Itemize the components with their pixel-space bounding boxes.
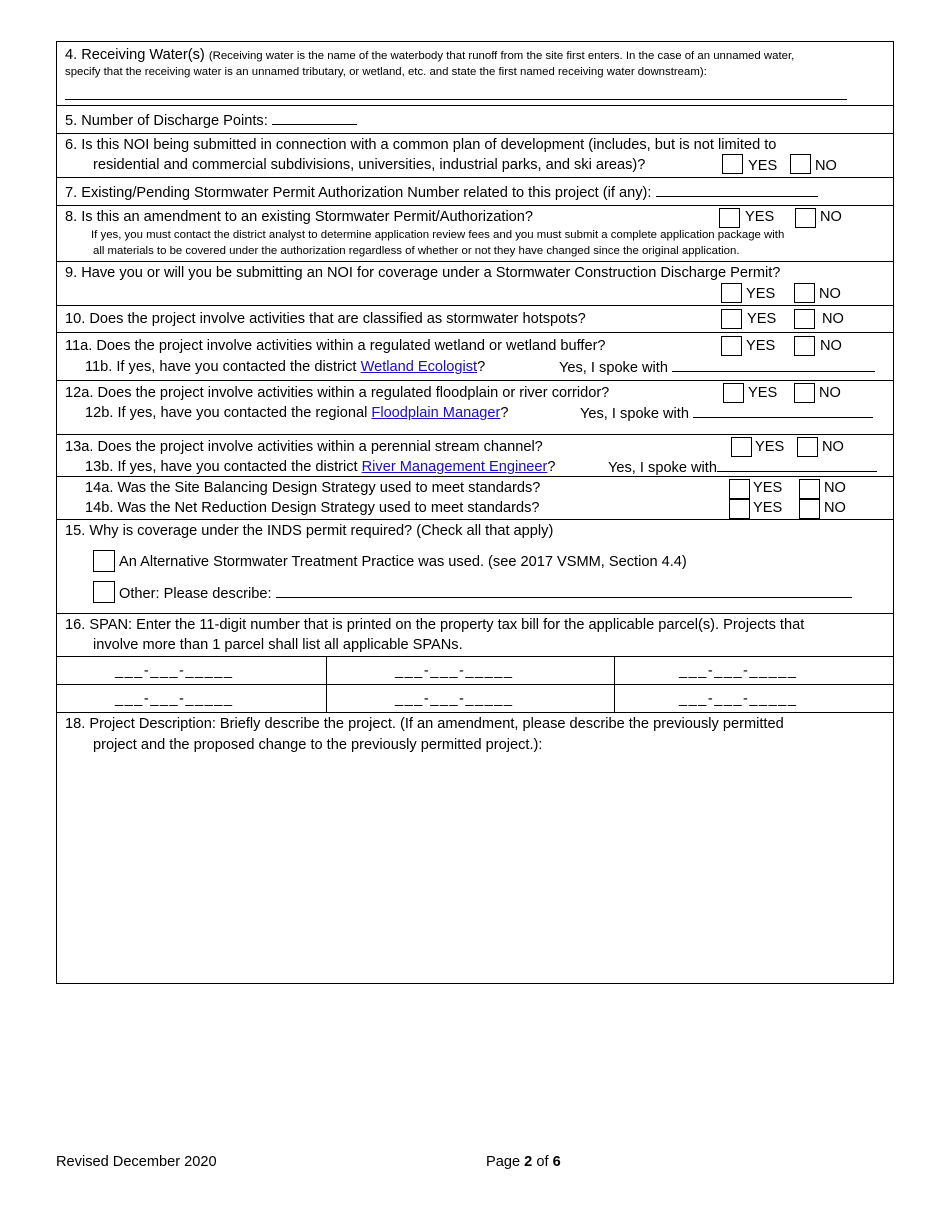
q18-line2: project and the proposed change to the previously permitted project.): [93,737,543,753]
discharge-points-input[interactable] [272,111,357,125]
q11-spoke-label: Yes, I spoke with [559,360,668,376]
span-mask: ___-___-_____ [679,691,798,707]
q11b-label: 11b. If yes, have you contacted the district [85,359,357,375]
q8-label: 8. Is this an amendment to an existing Stormwater Permit/Authorization? [65,209,534,225]
q10-yes-checkbox[interactable] [721,309,742,329]
wetland-ecologist-link[interactable]: Wetland Ecologist [360,359,478,375]
q11-yes-label: YES [746,338,776,354]
q14a-yes-label: YES [753,480,783,496]
q12-spoke-label: Yes, I spoke with [580,406,689,422]
row-receiving-water [57,42,893,106]
q11b-qmark: ? [477,359,486,375]
q14a-no-checkbox[interactable] [799,479,820,499]
q12-spoke-input[interactable] [693,404,873,418]
q8-note2: all materials to be covered under the authorization regardless of whether or not they have changed since the original application. [93,245,740,257]
q6-no-label: NO [815,158,837,174]
q13-yes-checkbox[interactable] [731,437,752,457]
span-mask: ___-___-_____ [679,663,798,679]
q6-yes-label: YES [748,158,778,174]
q12-no-label: NO [819,385,841,401]
q12b-qmark: ? [500,405,509,421]
page-total: 6 [552,1154,561,1170]
q12-no-checkbox[interactable] [794,383,815,403]
q14a-yes-checkbox[interactable] [729,479,750,499]
span-row-1 [57,657,893,685]
q13-yes-label: YES [755,439,785,455]
q6-line1: 6. Is this NOI being submitted in connection with a common plan of development (includes, but is not limited to [65,137,777,153]
q11-spoke-input[interactable] [672,358,875,372]
q15-opt1-label: An Alternative Stormwater Treatment Practice was used. (see 2017 VSMM, Section 4.4) [119,554,687,570]
floodplain-manager-link[interactable]: Floodplain Manager [371,405,501,421]
row-hotspots [57,306,893,333]
q8-yes-label: YES [745,209,775,225]
q13b-qmark: ? [547,459,556,475]
span-cell[interactable] [614,685,895,712]
q9-yes-label: YES [746,286,776,302]
q9-yes-checkbox[interactable] [721,283,742,303]
noi-form [56,41,894,984]
q13-no-label: NO [822,439,844,455]
q12-yes-label: YES [748,385,778,401]
span-cell[interactable] [326,685,614,712]
row-span [57,614,893,657]
q6-line2: residential and commercial subdivisions, universities, industrial parks, and ski areas)? [93,157,646,173]
q16-line1: 16. SPAN: Enter the 11-digit number that is printed on the property tax bill for the applicable parcel(s). Projects that [65,617,805,633]
q14b-yes-label: YES [753,500,783,516]
q10-yes-label: YES [747,311,777,327]
river-management-engineer-link[interactable]: River Management Engineer [361,459,548,475]
q13-spoke-input[interactable] [717,458,877,472]
page-number [486,1153,561,1171]
page-current: 2 [524,1154,533,1170]
page-word: Page [486,1154,521,1170]
q11a-label: 11a. Does the project involve activities within a regulated wetland or wetland buffer? [65,338,606,354]
row-common-plan [57,134,893,178]
q16-line2: involve more than 1 parcel shall list all applicable SPANs. [93,637,463,653]
row-construction-noi [57,262,893,306]
q10-no-checkbox[interactable] [794,309,815,329]
q9-no-label: NO [819,286,841,302]
revised-date: Revised December 2020 [56,1154,217,1170]
q8-yes-checkbox[interactable] [719,208,740,228]
q6-yes-checkbox[interactable] [722,154,743,174]
q11-yes-checkbox[interactable] [721,336,742,356]
q9-no-checkbox[interactable] [794,283,815,303]
row-design-strategy [57,477,893,520]
span-mask: ___-___-_____ [115,691,234,707]
existing-permit-input[interactable] [656,183,818,197]
q12-yes-checkbox[interactable] [723,383,744,403]
span-mask: ___-___-_____ [395,691,514,707]
q18-line1: 18. Project Description: Briefly describe the project. (If an amendment, please describe the previously permitted [65,716,784,732]
row-inds-coverage [57,520,893,614]
q14b-yes-checkbox[interactable] [729,499,750,519]
q15-opt2-label: Other: Please describe: [119,586,272,602]
q11-no-label: NO [820,338,842,354]
q15-label: 15. Why is coverage under the INDS permit required? (Check all that apply) [65,523,554,539]
q14a-no-label: NO [824,480,846,496]
span-mask: ___-___-_____ [395,663,514,679]
other-description-input[interactable] [276,584,852,598]
row-discharge-points [57,106,893,134]
row-stream-channel [57,435,893,477]
span-cell[interactable] [57,657,326,684]
row-project-description[interactable] [57,713,893,985]
span-mask: ___-___-_____ [115,663,234,679]
q14a-label: 14a. Was the Site Balancing Design Strategy used to meet standards? [85,480,541,496]
q15-alternative-checkbox[interactable] [93,550,115,572]
q11-no-checkbox[interactable] [794,336,815,356]
q15-other-checkbox[interactable] [93,581,115,603]
row-wetland [57,333,893,381]
receiving-water-input[interactable] [65,99,847,100]
row-amendment [57,206,893,262]
q8-no-checkbox[interactable] [795,208,816,228]
q10-no-label: NO [822,311,844,327]
q14b-no-checkbox[interactable] [799,499,820,519]
q4-note2: specify that the receiving water is an unnamed tributary, or wetland, etc. and state the first named receiving water downstream): [65,66,707,78]
q5-label: 5. Number of Discharge Points: [65,113,268,129]
q13a-label: 13a. Does the project involve activities within a perennial stream channel? [65,439,543,455]
q13b-label: 13b. If yes, have you contacted the district [85,459,358,475]
span-cell[interactable] [57,685,326,712]
q8-note1: If yes, you must contact the district analyst to determine application review fees and you must submit a complete application package with [91,229,785,241]
q12a-label: 12a. Does the project involve activities within a regulated floodplain or river corridor? [65,385,610,401]
row-floodplain [57,381,893,435]
q13-no-checkbox[interactable] [797,437,818,457]
q8-no-label: NO [820,209,842,225]
q10-label: 10. Does the project involve activities that are classified as stormwater hotspots? [65,311,586,327]
q4-note: (Receiving water is the name of the waterbody that runoff from the site first enters. In the case of an unnamed water, [208,50,795,62]
span-row-2 [57,685,893,713]
q4-label: 4. Receiving Water(s) [65,47,205,63]
q12b-label: 12b. If yes, have you contacted the regional [85,405,368,421]
row-existing-permit [57,178,893,206]
of-word: of [536,1154,549,1170]
q7-label: 7. Existing/Pending Stormwater Permit Authorization Number related to this project (if any): [65,185,652,201]
q9-label: 9. Have you or will you be submitting an NOI for coverage under a Stormwater Construction Discharge Permit? [65,265,781,281]
q13-spoke-label: Yes, I spoke with [608,460,717,476]
q14b-no-label: NO [824,500,846,516]
span-cell[interactable] [614,657,895,684]
q14b-label: 14b. Was the Net Reduction Design Strategy used to meet standards? [85,500,540,516]
q6-no-checkbox[interactable] [790,154,811,174]
span-cell[interactable] [326,657,614,684]
